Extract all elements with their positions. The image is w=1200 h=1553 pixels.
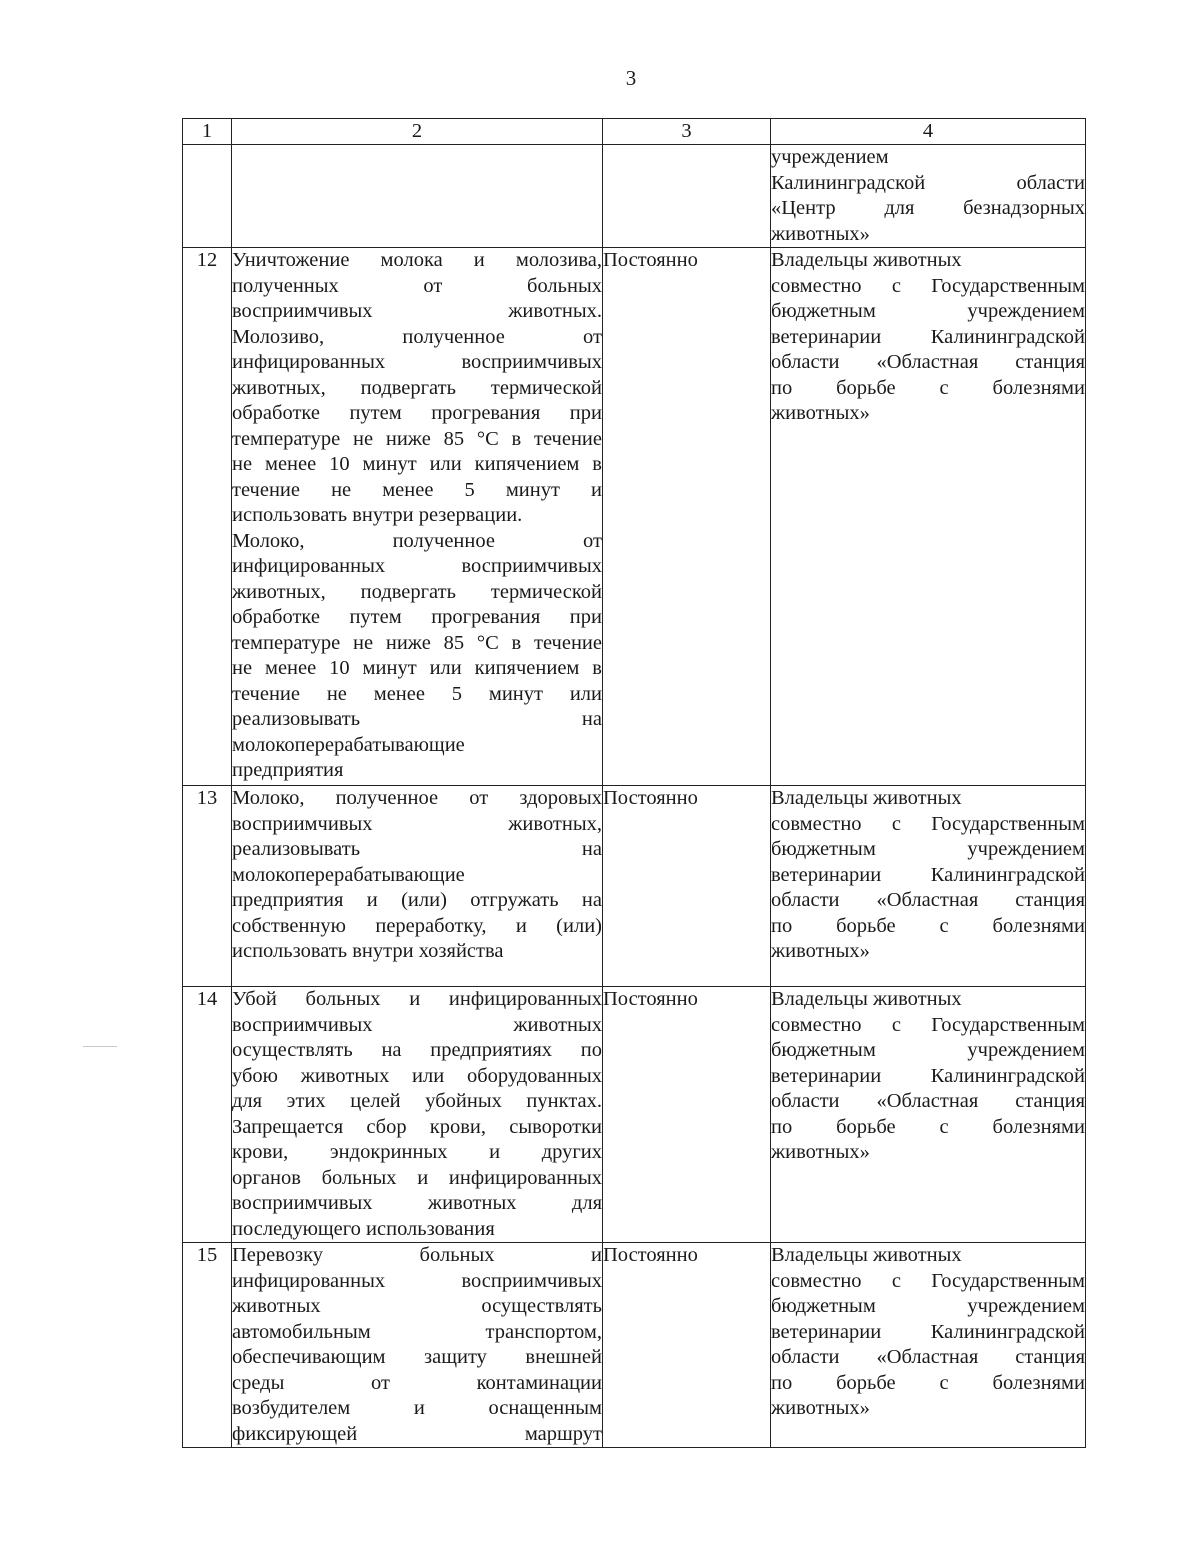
text-line: животных, подвергать термической xyxy=(232,580,602,603)
text-line: ветеринарии Калининградской xyxy=(771,325,1085,348)
period-cell: Постоянно xyxy=(603,786,771,987)
table-row-13 xyxy=(183,786,1086,987)
measure-cell xyxy=(232,987,603,1243)
text-line: собственную переработку, и (или) xyxy=(232,914,602,937)
header-cell-2: 2 xyxy=(232,119,603,145)
text-line: Уничтожение молока и молозива, xyxy=(232,249,602,271)
text-line: по борьбе с болезнями xyxy=(771,914,1085,937)
table-row-14 xyxy=(183,987,1086,1243)
text-line: не менее 10 минут или кипячением в xyxy=(232,657,602,679)
page-number: 3 xyxy=(625,66,637,90)
text-line: по борьбе с болезнями xyxy=(771,1115,1085,1138)
responsible-cell xyxy=(771,145,1086,248)
text-line: использовать внутри резервации. xyxy=(232,504,523,526)
header-cell-4: 4 xyxy=(771,119,1086,145)
text-line: температуре не ниже 85 °С в течение xyxy=(232,631,602,654)
period-cell: Постоянно xyxy=(603,987,771,1243)
text-line: животных» xyxy=(771,1141,870,1163)
text-line: области «Областная станция xyxy=(771,889,1085,911)
text-line: Перевозку больных и xyxy=(232,1244,602,1266)
measure-cell xyxy=(232,248,603,786)
text-line: автомобильным транспортом, xyxy=(232,1320,602,1343)
text-line: совместно с Государственным xyxy=(771,1013,1085,1036)
text-line: течение не менее 5 минут и xyxy=(232,478,602,501)
text-line: Владельцы животных xyxy=(771,988,962,1010)
text-line: восприимчивых животных, xyxy=(232,812,602,835)
header-cell-1: 1 xyxy=(183,119,232,145)
text-line: использовать внутри хозяйства xyxy=(232,940,504,962)
text-line: Убой больных и инфицированных xyxy=(232,988,602,1010)
text-line: не менее 10 минут или кипячением в xyxy=(232,453,602,475)
text-line: животных» xyxy=(771,940,870,962)
text-line: для этих целей убойных пунктах. xyxy=(232,1090,602,1112)
period-cell xyxy=(603,145,771,248)
text-line: инфицированных восприимчивых xyxy=(232,351,602,373)
text-line: животных» xyxy=(771,402,870,424)
text-line: восприимчивых животных. xyxy=(232,300,602,322)
text-line: реализовывать на xyxy=(232,708,602,730)
text-line: течение не менее 5 минут или xyxy=(232,682,602,705)
measure-cell xyxy=(232,145,603,248)
text-line: ветеринарии Калининградской xyxy=(771,863,1085,886)
text-line: возбудителем и оснащенным xyxy=(232,1397,602,1419)
text-line: Владельцы животных xyxy=(771,249,962,271)
text-line: инфицированных восприимчивых xyxy=(232,1269,602,1292)
text-line: животных, подвергать термической xyxy=(232,376,602,399)
text-line: молокоперерабатывающие xyxy=(232,733,465,756)
scan-artifact xyxy=(83,1046,117,1047)
text-line: обеспечивающим защиту внешней xyxy=(232,1346,602,1368)
text-line: фиксирующей маршрут xyxy=(232,1422,602,1445)
text-line: ветеринарии Калининградской xyxy=(771,1320,1085,1343)
measure-cell xyxy=(232,786,603,987)
text-line: ветеринарии Калининградской xyxy=(771,1064,1085,1087)
responsible-cell xyxy=(771,248,1086,786)
text-line: совместно с Государственным xyxy=(771,274,1085,297)
text-line: учреждением xyxy=(771,146,889,168)
table-header-row xyxy=(183,119,1086,145)
text-line: животных осуществлять xyxy=(232,1295,602,1317)
text-line: по борьбе с болезнями xyxy=(771,376,1085,399)
text-line: предприятия и (или) отгружать на xyxy=(232,889,602,911)
text-line: Владельцы животных xyxy=(771,787,962,809)
responsible-cell xyxy=(771,1243,1086,1448)
row-number-cell xyxy=(183,145,232,248)
text-line: Молоко, полученное от здоровых xyxy=(232,787,602,809)
text-line: бюджетным учреждением xyxy=(771,1039,1085,1061)
period-cell: Постоянно xyxy=(603,1243,771,1448)
text-line: обработке путем прогревания при xyxy=(232,606,602,628)
header-cell-3: 3 xyxy=(603,119,771,145)
text-line: молокоперерабатывающие xyxy=(232,863,465,886)
text-line: температуре не ниже 85 °С в течение xyxy=(232,427,602,450)
text-line: Владельцы животных xyxy=(771,1244,962,1266)
text-line: предприятия xyxy=(232,759,344,781)
row-number-cell: 12 xyxy=(183,248,232,786)
responsible-cell xyxy=(771,786,1086,987)
text-line: восприимчивых животных для xyxy=(232,1192,602,1214)
text-line: области «Областная станция xyxy=(771,351,1085,373)
text-line: бюджетным учреждением xyxy=(771,300,1085,322)
row-number-cell: 13 xyxy=(183,786,232,987)
table-row-12 xyxy=(183,248,1086,786)
text-line: осуществлять на предприятиях по xyxy=(232,1039,602,1061)
text-line: животных» xyxy=(771,222,870,245)
text-line: Калининградской области xyxy=(771,171,1085,194)
text-line: «Центр для безнадзорных xyxy=(771,197,1085,219)
text-line: крови, эндокринных и других xyxy=(232,1141,602,1163)
text-line: последующего использования xyxy=(232,1217,495,1240)
text-line: Запрещается сбор крови, сыворотки xyxy=(232,1115,602,1138)
text-line: бюджетным учреждением xyxy=(771,1295,1085,1317)
row-number-cell: 15 xyxy=(183,1243,232,1448)
text-line: животных» xyxy=(771,1397,870,1419)
responsible-cell xyxy=(771,987,1086,1243)
text-line: инфицированных восприимчивых xyxy=(232,555,602,577)
row-number-cell: 14 xyxy=(183,987,232,1243)
table-row-15 xyxy=(183,1243,1086,1448)
text-line: бюджетным учреждением xyxy=(771,838,1085,860)
period-cell: Постоянно xyxy=(603,248,771,786)
text-line: области «Областная станция xyxy=(771,1346,1085,1368)
text-line: совместно с Государственным xyxy=(771,812,1085,835)
text-line: реализовывать на xyxy=(232,838,602,860)
text-line: убою животных или оборудованных xyxy=(232,1064,602,1087)
table-row-continuation xyxy=(183,145,1086,248)
text-line: органов больных и инфицированных xyxy=(232,1166,602,1189)
measures-table xyxy=(182,118,1086,1448)
text-line: по борьбе с болезнями xyxy=(771,1371,1085,1394)
text-line: полученных от больных xyxy=(232,274,602,297)
measure-cell xyxy=(232,1243,603,1448)
text-line: Молозиво, полученное от xyxy=(232,325,602,348)
text-line: обработке путем прогревания при xyxy=(232,402,602,424)
text-line: области «Областная станция xyxy=(771,1090,1085,1112)
text-line: восприимчивых животных xyxy=(232,1013,602,1036)
text-line: Молоко, полученное от xyxy=(232,529,602,552)
text-line: среды от контаминации xyxy=(232,1371,602,1394)
text-line: совместно с Государственным xyxy=(771,1269,1085,1292)
